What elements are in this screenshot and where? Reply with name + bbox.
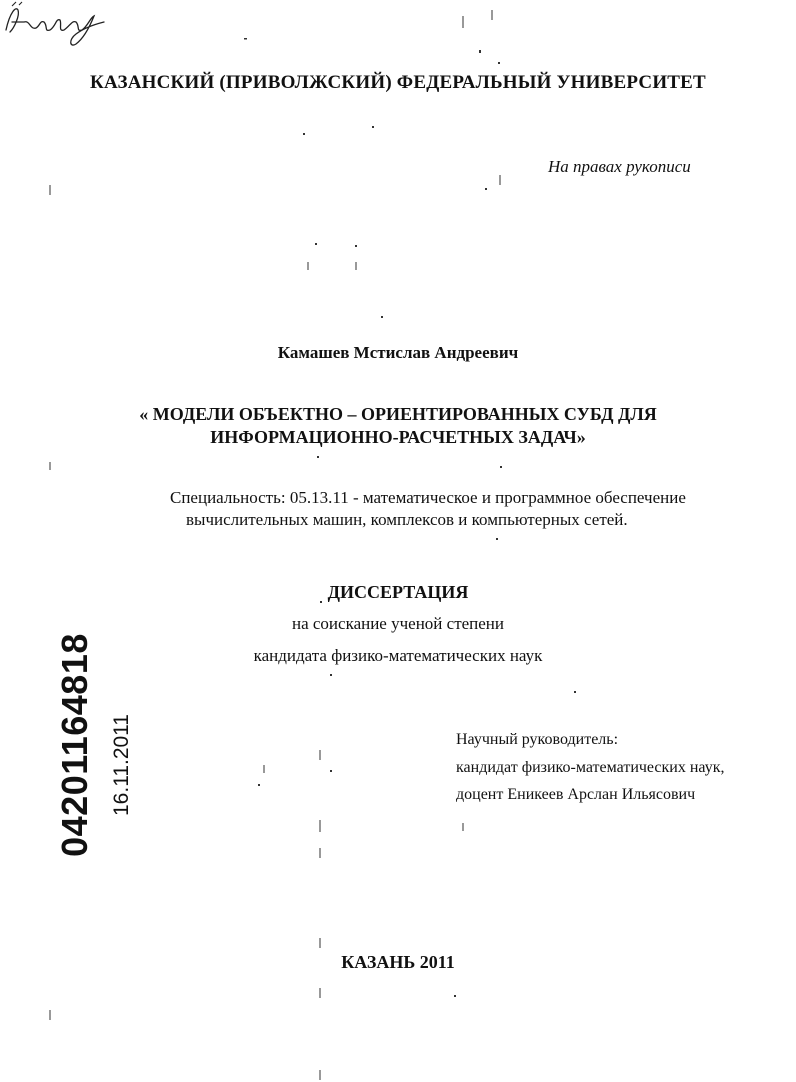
degree-line-1: на соискание ученой степени [291, 614, 505, 633]
manuscript-rights-note: На правах рукописи [548, 157, 691, 176]
dissertation-title-line-2: ИНФОРМАЦИОННО-РАСЧЕТНЫХ ЗАДАЧ» [210, 427, 586, 447]
dissertation-title-line-1: « МОДЕЛИ ОБЪЕКТНО – ОРИЕНТИРОВАННЫХ СУБД ДЛЯ [139, 404, 657, 424]
document-type-heading: ДИССЕРТАЦИЯ [327, 582, 469, 602]
specialty-line-2: вычислительных машин, комплексов и компьютерных сетей. [186, 510, 628, 529]
library-stamp-date: 16.11.2011 [110, 714, 133, 816]
degree-line-2: кандидата физико-математических наук [253, 646, 543, 665]
advisor-name: доцент Еникеев Арслан Ильясович [456, 786, 696, 803]
specialty-line-1: Специальность: 05.13.11 - математическое и программное обеспечение [170, 488, 686, 507]
author-name: Камашев Мстислав Андреевич [277, 343, 519, 362]
advisor-degree: кандидат физико-математических наук, [456, 759, 725, 776]
library-stamp-number: 04201164818 [54, 633, 95, 857]
city-year: КАЗАНЬ 2011 [341, 952, 455, 972]
university-name: КАЗАНСКИЙ (ПРИВОЛЖСКИЙ) ФЕДЕРАЛЬНЫЙ УНИВЕРСИТЕТ [90, 72, 706, 93]
advisor-label: Научный руководитель: [456, 731, 619, 748]
